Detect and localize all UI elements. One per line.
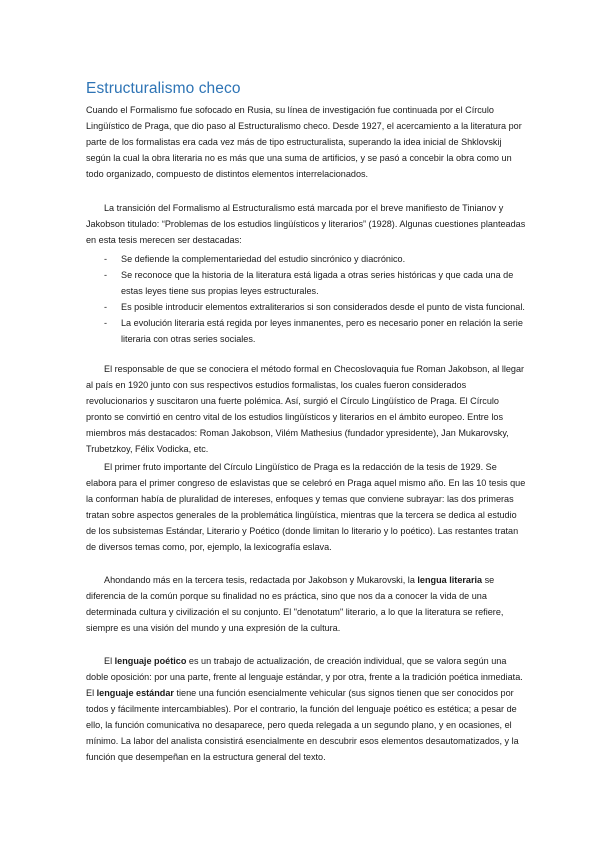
paragraph-poetic-language-text <box>86 653 526 765</box>
paragraph-responsible-text: El responsable de que se conociera el método formal en Checoslovaquia fue Roman Jakobson, al llegar al país en 1920 junto con sus respectivos estudios formalistas, los cuales fueron considerados revolucionarios y suscitaron una fuerte polémica. Así, surgió el Círculo Lingüístico de Praga. El Círculo pronto se convirtió en centro vital de los estudios lingüísticos y literarios en el ámbito europeo. Entre los miembros más destacados: Roman Jakobson, Vilém Mathesius (fundador ypresidente), Jan Mukarovsky, Trubetzkoy, Félix Vodicka, etc. <box>86 364 525 454</box>
text-run: tiene una función esencialmente vehicular (sus signos tienen que ser conocidos por todos y fácilmente intercambiables). Por el contrario, la función del lenguaje poético es estética; a pesar de ello, la función comunicativa no desaparece, pero queda relegada a un segundo plano, y en ocasiones, el mínimo. La labor del analista consistirá esencialmente en descubrir esos elementos desautomatizados, y la función que desempeñan en la estructura general del texto. <box>86 688 519 762</box>
paragraph-transition-text: La transición del Formalismo al Estructuralismo está marcada por el breve manifiesto de Tinianov y Jakobson titulado: “Problemas de los estudios lingüísticos y literarios” (1928). Algunas cuestiones planteadas en esta tesis merecen ser destacadas: <box>86 203 526 245</box>
bullet-list <box>86 251 526 347</box>
list-item <box>86 267 526 299</box>
list-item-text: Se reconoce que la historia de la literatura está ligada a otras series históricas y que cada una de estas leyes tiene sus propias leyes estructurales. <box>121 270 514 296</box>
text-run: se diferencia de la común porque su finalidad no es práctica, sino que nos da a conocer la vida de una determinada cultura y civilización el su conjunto. El "denotatum" literario, a lo que la literatura se refiere, siempre es una visión del mundo y una expresión de la cultura. <box>86 575 504 633</box>
paragraph-poetic-language <box>86 653 526 765</box>
bullet-marker: - <box>104 270 108 280</box>
paragraph-third-thesis-text <box>86 572 526 636</box>
page-title: Estructuralismo checo <box>86 80 241 97</box>
list-item <box>86 251 526 267</box>
bullet-marker: - <box>104 302 108 312</box>
bold-term-lengua-literaria: lengua literaria <box>417 575 483 585</box>
paragraph-intro <box>86 102 526 182</box>
list-item <box>86 315 526 347</box>
bullet-marker: - <box>104 254 108 264</box>
text-run: Ahondando más en la tercera tesis, redactada por Jakobson y Mukarovski, la <box>104 575 418 585</box>
paragraph-intro-text: Cuando el Formalismo fue sofocado en Rusia, su línea de investigación fue continuada por el Círculo Lingüístico de Praga, que dio paso al Estructuralismo checo. Desde 1927, el acercamiento a la literatura por parte de los formalistas era cada vez más de tipo estructuralista, superando la idea inicial de Shklovskij según la cual la obra literaria no es más que una suma de artificios, y se pasó a concebir la obra como un todo organizado, compuesto de distintos elementos interrelacionados. <box>86 105 522 179</box>
list-item-text: Se defiende la complementariedad del estudio sincrónico y diacrónico. <box>121 254 406 264</box>
bold-term-lenguaje-poetico: lenguaje poético <box>114 656 187 666</box>
text-run: es un trabajo de actualización, de creación individual, que se valora según una doble oposición: por una parte, frente al lenguaje estándar, y por otra, frente a la tradición poética inmediata. El <box>86 656 523 698</box>
list-item <box>86 299 526 315</box>
bold-term-lenguaje-estandar: lenguaje estándar <box>96 688 174 698</box>
paragraph-responsible <box>86 361 526 457</box>
paragraph-first-fruit-text: El primer fruto importante del Círculo Lingüístico de Praga es la redacción de la tesis de 1929. Se elabora para el primer congreso de eslavistas que se celebró en Praga aquel mismo año. En las 10 tesis que la conforman había de pluralidad de intereses, enfoques y temas que conviene subrayar: las dos primeras tratan sobre aspectos generales de la problemática lingüística, mientras que la tercera se dedica al estudio de los subsistemas Estándar, Literario y Poético (donde limitan lo literario y lo poético). Las restantes tratan de diversos temas como, por, ejemplo, la lexicografía eslava. <box>86 462 526 552</box>
list-item-text: La evolución literaria está regida por leyes inmanentes, pero es necesario poner en relación la serie literaria con otras series sociales. <box>121 318 523 344</box>
paragraph-transition <box>86 200 526 248</box>
paragraph-first-fruit <box>86 459 526 555</box>
bullet-marker: - <box>104 318 108 328</box>
paragraph-third-thesis <box>86 572 526 636</box>
list-item-text: Es posible introducir elementos extraliterarios si son considerados desde el punto de vista funcional. <box>121 302 525 312</box>
text-run: El <box>104 656 115 666</box>
